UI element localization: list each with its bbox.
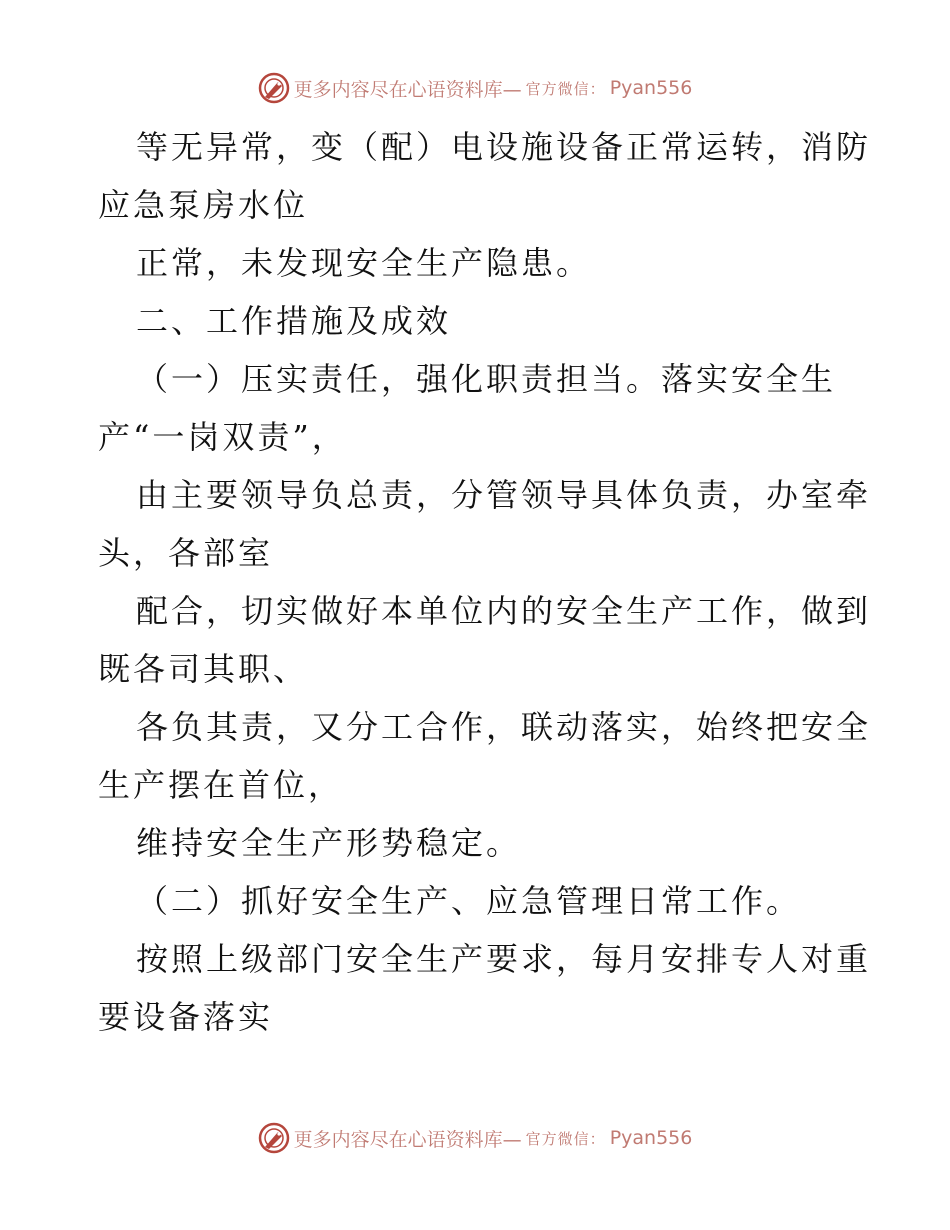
watermark-text: 更多内容尽在心语资料库— [293,78,522,101]
watermark-wechat-id: Pyan556 [609,1127,693,1149]
paragraph-line: （一）压实责任，强化职责担当。落实安全生 [136,360,837,398]
watermark-header [0,72,950,104]
watermark-footer [0,1122,950,1154]
paragraph-line: 应急泵房水位 [98,186,309,224]
section-heading: 二、工作措施及成效 [136,302,452,340]
paragraph-line: 各负其责，又分工合作，联动落实，始终把安全 [136,708,872,746]
paragraph-line: 正常，未发现安全生产隐患。 [136,244,592,282]
watermark-text: 更多内容尽在心语资料库— [293,1128,522,1151]
pen-nib-logo-icon [258,1122,290,1154]
paragraph-line: 产“一岗双责”， [98,418,347,456]
pen-nib-logo-icon [258,72,290,104]
watermark-wechat-id: Pyan556 [609,77,693,99]
paragraph-line: 按照上级部门安全生产要求，每月安排专人对重 [136,940,872,978]
watermark-wechat-label: 官方微信： [525,1129,606,1148]
watermark-wechat-label: 官方微信： [525,79,606,98]
paragraph-line: 等无异常，变（配）电设施设备正常运转，消防 [136,128,872,166]
paragraph-line: 生产摆在首位， [98,766,344,804]
paragraph-line: （二）抓好安全生产、应急管理日常工作。 [136,882,802,920]
document-body [98,118,872,1046]
paragraph-line: 维持安全生产形势稳定。 [136,824,522,862]
paragraph-line: 头，各部室 [98,534,274,572]
paragraph-line: 配合，切实做好本单位内的安全生产工作，做到 [136,592,872,630]
paragraph-line: 要设备落实 [98,998,274,1036]
paragraph-line: 由主要领导负总责，分管领导具体负责，办室牵 [136,476,872,514]
paragraph-line: 既各司其职、 [98,650,309,688]
